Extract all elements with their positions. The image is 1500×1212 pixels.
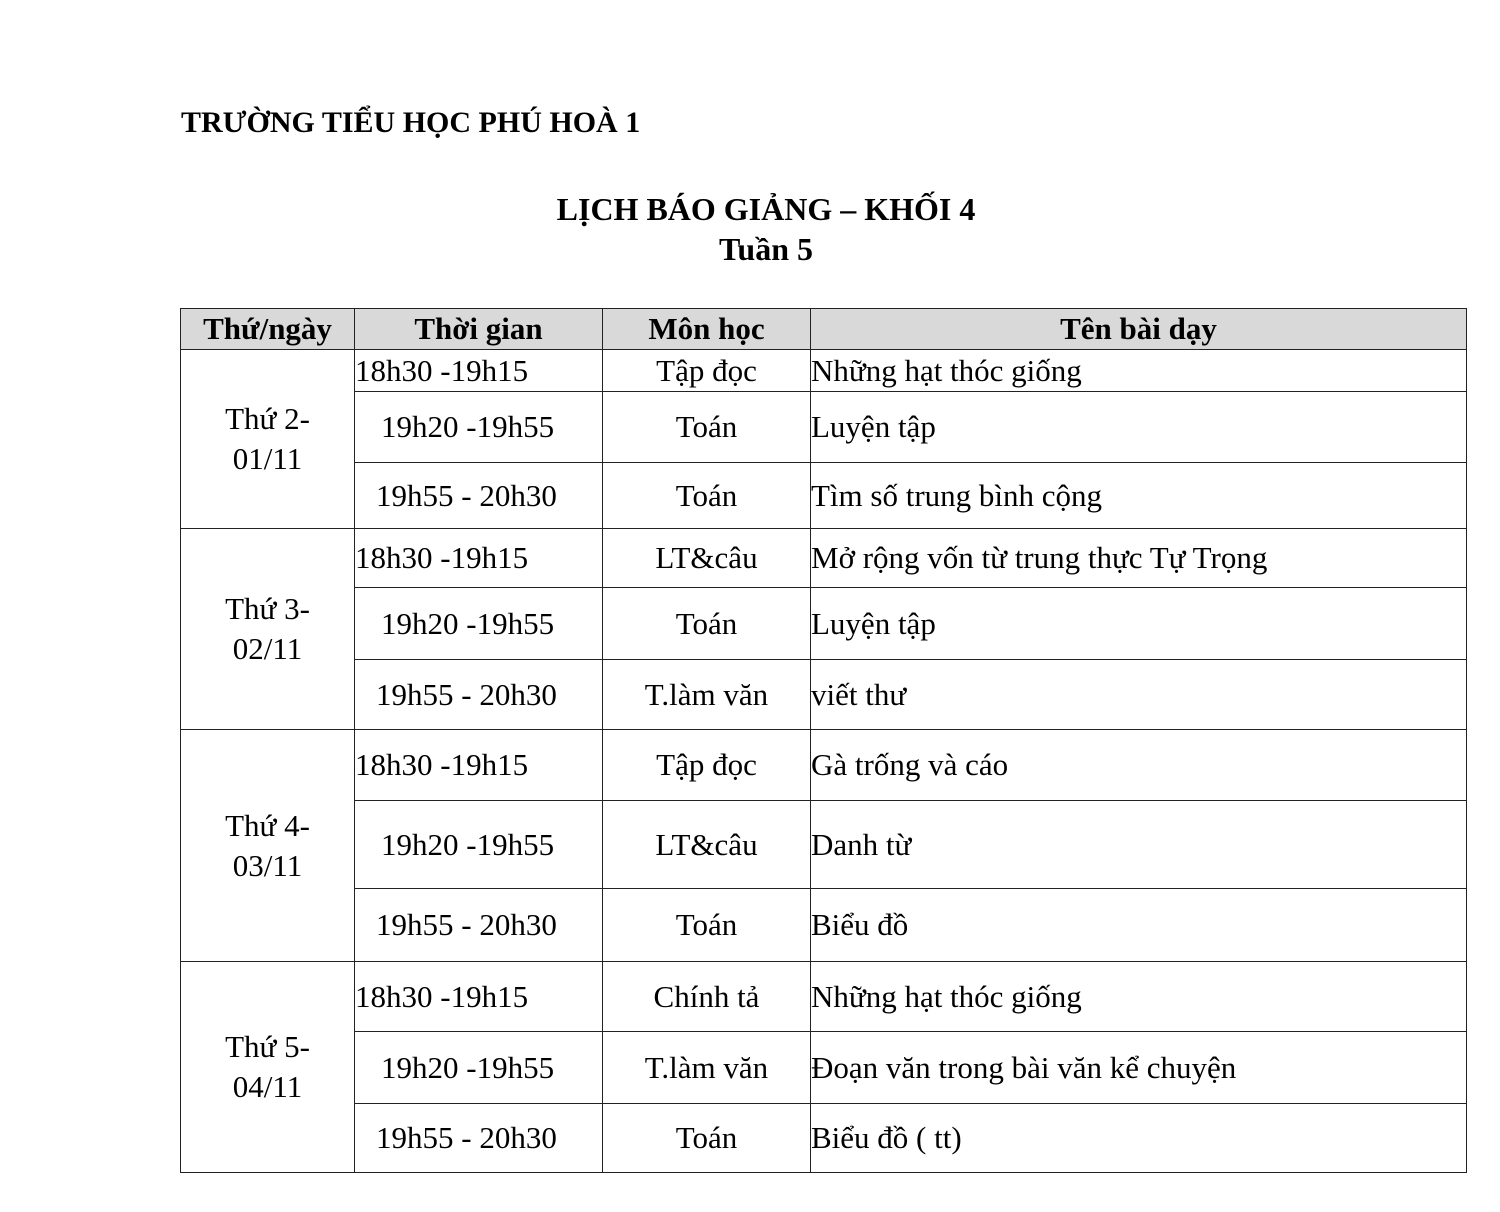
day-label: Thứ 5- — [225, 1029, 310, 1064]
day-label: Thứ 2- — [225, 401, 310, 436]
subject-cell: Chính tả — [603, 962, 811, 1032]
lesson-cell: Luyện tập — [811, 588, 1467, 660]
table-row — [181, 588, 1467, 660]
day-label: Thứ 3- — [225, 591, 310, 626]
time-cell: 19h55 - 20h30 — [355, 463, 603, 529]
day-date: 01/11 — [232, 441, 303, 476]
lesson-cell: Tìm số trung bình cộng — [811, 463, 1467, 529]
time-cell: 18h30 -19h15 — [355, 962, 603, 1032]
schedule-title: LỊCH BÁO GIẢNG – KHỐI 4 — [556, 191, 976, 227]
lesson-cell: Danh từ — [811, 801, 1467, 889]
subject-cell: Toán — [603, 588, 811, 660]
day-date: 04/11 — [232, 1069, 303, 1104]
time-cell: 19h20 -19h55 — [355, 801, 603, 889]
time-cell: 19h55 - 20h30 — [355, 889, 603, 962]
time-cell: 18h30 -19h15 — [355, 730, 603, 801]
day-cell — [181, 962, 355, 1173]
schedule-table — [180, 308, 1467, 1173]
subject-cell: Toán — [603, 463, 811, 529]
table-row — [181, 801, 1467, 889]
day-date: 03/11 — [232, 847, 303, 883]
subject-cell: LT&câu — [603, 801, 811, 889]
table-row — [181, 730, 1467, 801]
lesson-cell: Gà trống và cáo — [811, 730, 1467, 801]
table-row — [181, 889, 1467, 962]
time-cell: 19h55 - 20h30 — [355, 1104, 603, 1173]
lesson-cell: Đoạn văn trong bài văn kể chuyện — [811, 1032, 1467, 1104]
subject-cell: Tập đọc — [603, 730, 811, 801]
time-cell: 18h30 -19h15 — [355, 529, 603, 588]
lesson-cell: Những hạt thóc giống — [811, 350, 1467, 392]
lesson-cell: Biểu đồ ( tt) — [811, 1104, 1467, 1173]
column-header-subject: Môn học — [603, 309, 811, 350]
column-header-day: Thứ/ngày — [181, 309, 355, 350]
week-label: Tuần 5 — [719, 231, 813, 267]
time-cell: 19h55 - 20h30 — [355, 660, 603, 730]
subject-cell: Tập đọc — [603, 350, 811, 392]
day-cell — [181, 350, 355, 529]
time-cell: 19h20 -19h55 — [355, 588, 603, 660]
table-row — [181, 660, 1467, 730]
lesson-cell: Mở rộng vốn từ trung thực Tự Trọng — [811, 529, 1467, 588]
table-row — [181, 1104, 1467, 1173]
day-cell — [181, 529, 355, 730]
column-header-time: Thời gian — [355, 309, 603, 350]
table-row — [181, 529, 1467, 588]
lesson-cell: Những hạt thóc giống — [811, 962, 1467, 1032]
subject-cell: Toán — [603, 889, 811, 962]
day-cell — [181, 730, 355, 962]
time-cell: 19h20 -19h55 — [355, 392, 603, 463]
table-row — [181, 392, 1467, 463]
table-row — [181, 463, 1467, 529]
subject-cell: T.làm văn — [603, 660, 811, 730]
table-row — [181, 1032, 1467, 1104]
table-header-row — [181, 309, 1467, 350]
column-header-lesson: Tên bài dạy — [811, 309, 1467, 350]
subject-cell: Toán — [603, 1104, 811, 1173]
lesson-cell: Luyện tập — [811, 392, 1467, 463]
day-label: Thứ 4- — [225, 807, 310, 843]
table-row — [181, 962, 1467, 1032]
subject-cell: Toán — [603, 392, 811, 463]
lesson-cell: viết thư — [811, 660, 1467, 730]
time-cell: 18h30 -19h15 — [355, 350, 603, 392]
time-cell: 19h20 -19h55 — [355, 1032, 603, 1104]
table-row — [181, 350, 1467, 392]
day-date: 02/11 — [232, 631, 303, 666]
subject-cell: LT&câu — [603, 529, 811, 588]
school-name: TRƯỜNG TIỂU HỌC PHÚ HOÀ 1 — [181, 106, 641, 139]
subject-cell: T.làm văn — [603, 1032, 811, 1104]
lesson-cell: Biểu đồ — [811, 889, 1467, 962]
